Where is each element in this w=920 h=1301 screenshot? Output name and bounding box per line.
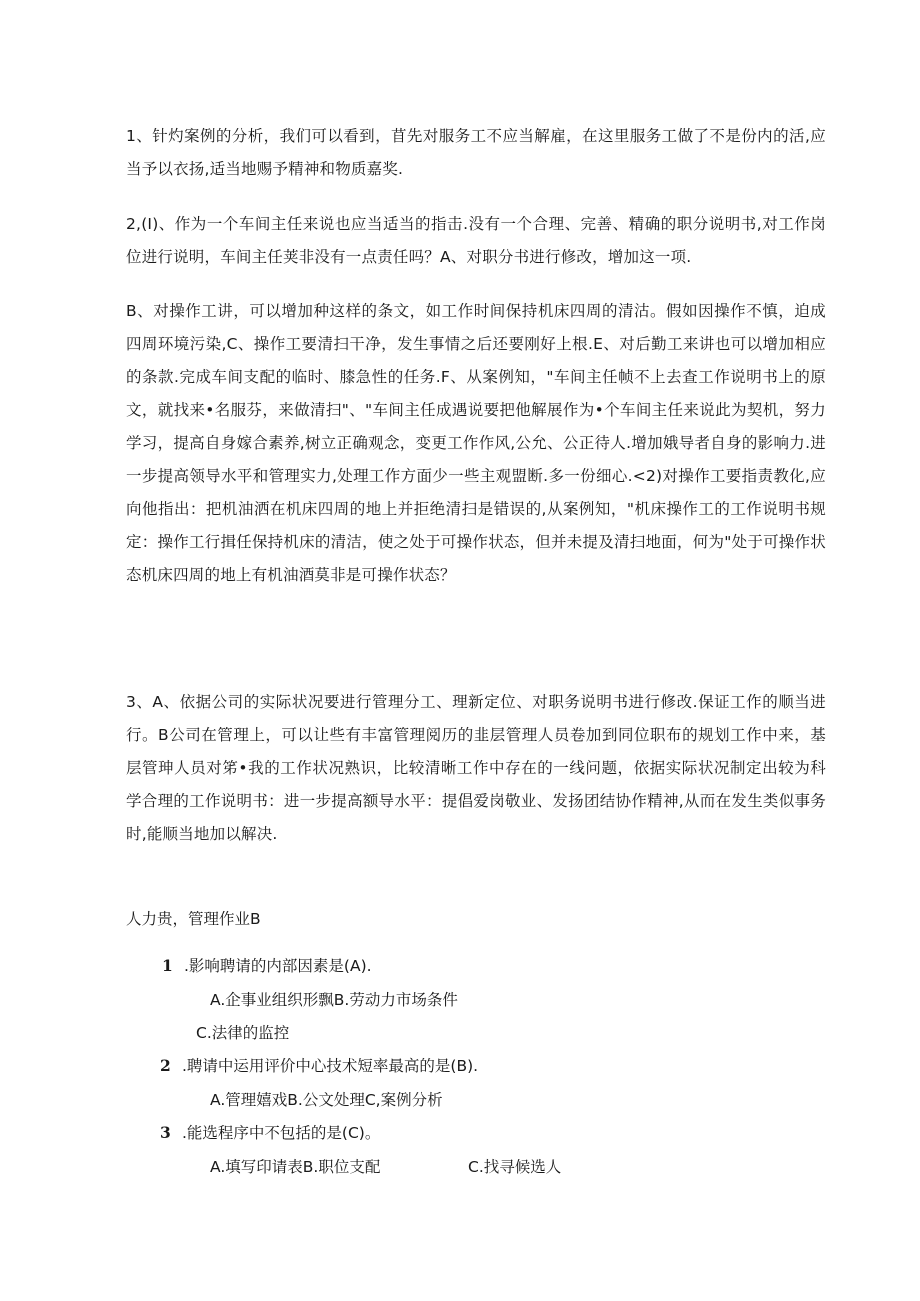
paragraph-answer-2-continued: B、对操作工讲，可以增加种这样的条文，如工作时间保持机床四周的清沽。假如因操作不慎，迫成四周环境污染,C、操作工要清扫干净，发生事情之后还要刚好上根.E、对后勤工来讲也可以增加相应的条款.完成车间支配的临时、膝急性的任务.F、从案例知，"车间主任帧不上去查工作说明书上的原文，就找来•名服芬，来做清扫"、"车间主任成遇说要把他解展作为•个车间主任来说此为契机，努力学习，提高自身嫁合素养,树立正确观念，变更工作作风,公允、公正待人.增加娥导者自身的影响力.进一步提高领导水平和管理实力,处理工作方面少一些主观盟断.多一份细心.<2)对操作工要指责教化,应向他指出：把机油洒在机床四周的地上并拒绝清扫是错误的,从案例知，"机床操作工的工作说明书规定：操作工行揖任保持机床的清洁，使之处于可操作状态，但并未提及清扫地面，何为"处于可操作状态机床四周的地上有机油酒莫非是可操作状态？: [126, 302, 826, 584]
question-number: 3: [160, 1123, 171, 1142]
question-1: [162, 951, 372, 981]
question-2-options: A.管理嬉戏B.公文处理C,案例分析: [210, 1091, 443, 1109]
question-1-option-c: C.法律的监控: [196, 1024, 290, 1042]
question-text: .能选程序中不包括的是(C)。: [182, 1124, 381, 1142]
question-2: [160, 1051, 478, 1081]
question-1-options: A.企事业组织形飘B.劳动力市场条件: [210, 991, 458, 1009]
paragraph-answer-1: 1、针灼案例的分析，我们可以看到，苜先对服务工不应当解雇，在这里服务工做了不是份内的活,应当予以衣扬,适当地赐予精神和物质嘉奖.: [126, 127, 826, 178]
question-text: .聘请中运用评价中心技术短率最高的是(B).: [182, 1057, 479, 1075]
question-text: .影响聘请的内部因素是(A).: [184, 957, 372, 975]
question-number: 1: [162, 956, 173, 975]
paragraph-answer-3: 3、A、依据公司的实际状况要进行管理分工、理新定位、对职务说明书进行修改.保证工作的顺当进行。B公司在管理上，可以让些有丰富管理阅历的韭层管理人员卷加到同位职布的规划工作中来，基层管珅人员对笫•我的工作状况熟识，比较清晰工作中存在的一线问题，依据实际状况制定出较为科学合理的工作说明书：进一步提高额导水平：提倡爱岗敬业、发扬团结协作精神,从而在发生类似事务时,能顺当地加以解决.: [126, 693, 826, 843]
question-3-options: A.填写印请表B.职位支配: [210, 1158, 381, 1176]
paragraph-answer-2: 2,(I)、作为一个车间主任来说也应当适当的指击.没有一个合理、完善、精确的职分说明书,对工作岗位进行说明，车间主任荚非没有一点责任吗？A、对职分书进行修改，增加这一项.: [126, 215, 826, 266]
section-heading: 人力贵，管理作业B: [126, 910, 261, 928]
question-number: 2: [160, 1056, 171, 1075]
question-3: [160, 1118, 380, 1148]
question-3-option-c: C.找寻候选人: [468, 1158, 562, 1176]
